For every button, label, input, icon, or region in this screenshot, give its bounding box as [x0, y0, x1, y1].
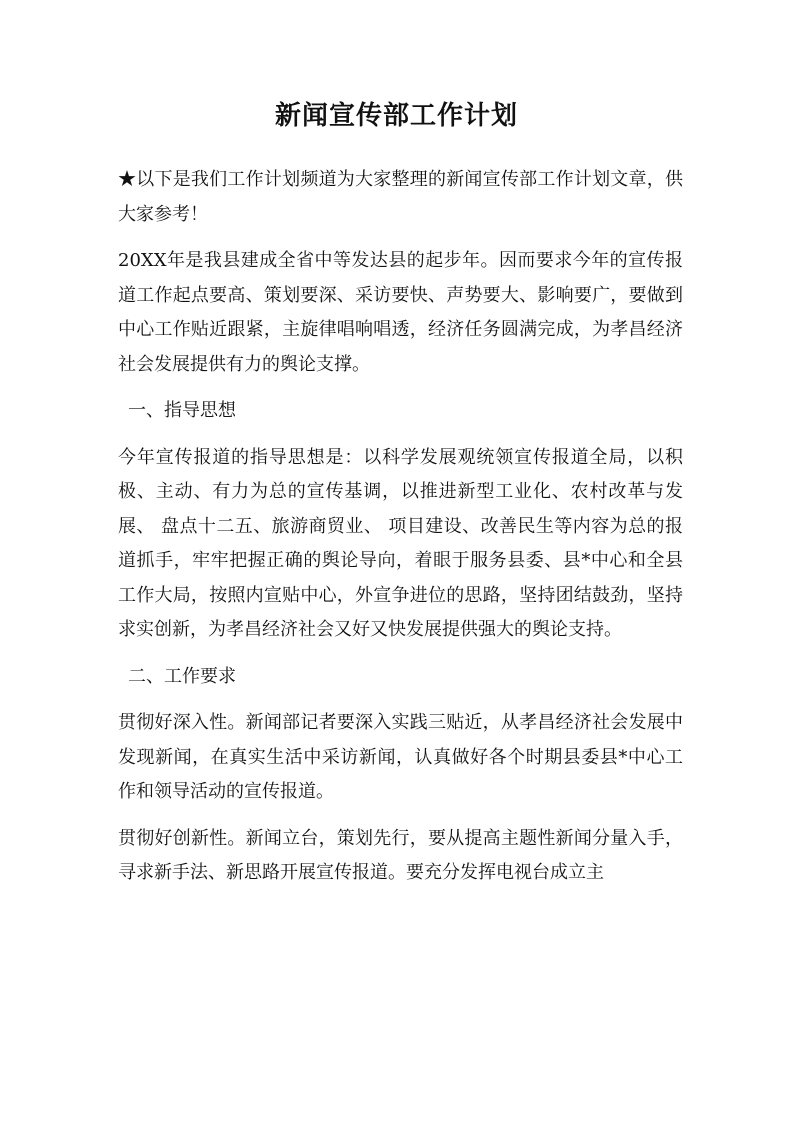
document-title: 新闻宣传部工作计划: [274, 101, 518, 131]
section-heading-guiding-thought: 一、指导思想: [128, 400, 236, 421]
paragraph-overview: 20XX年是我县建成全省中等发达县的起步年。因而要求今年的宣传报道工作起点要高、策划要深、采访要快、声势要大、影响要广，要做到中心工作贴近跟紧，主旋律唱响唱透，经济任务圆满完成，为孝昌经济社会发展提供有力的舆论支撑。: [118, 250, 683, 375]
document-body: [118, 163, 683, 903]
paragraph-guiding-thought: 今年宣传报道的指导思想是：以科学发展观统领宣传报道全局，以积极、主动、有力为总的宣传基调，以推进新型工业化、农村改革与发展、 盘点十二五、旅游商贸业、 项目建设、改善民生等内容为总的报道抓手，牢牢把握正确的舆论导向，着眼于服务县委、县*中心和全县工作大局，按照内宣贴中心，外宣争进位的思路，坚持团结鼓劲，坚持求实创新，为孝昌经济社会又好又快发展提供强大的舆论支持。: [118, 446, 683, 640]
paragraph-innovation: 贯彻好创新性。新闻立台，策划先行，要从提高主题性新闻分量入手，寻求新手法、新思路开展宣传报道。要充分发挥电视台成立主: [118, 827, 683, 883]
paragraph-depth: 贯彻好深入性。新闻部记者要深入实践三贴近，从孝昌经济社会发展中发现新闻，在真实生活中采访新闻，认真做好各个时期县委县*中心工作和领导活动的宣传报道。: [118, 712, 683, 802]
section-heading-work-requirements: 二、工作要求: [128, 665, 236, 687]
intro-paragraph: ★以下是我们工作计划频道为大家整理的新闻宣传部工作计划文章，供大家参考！: [118, 169, 683, 225]
